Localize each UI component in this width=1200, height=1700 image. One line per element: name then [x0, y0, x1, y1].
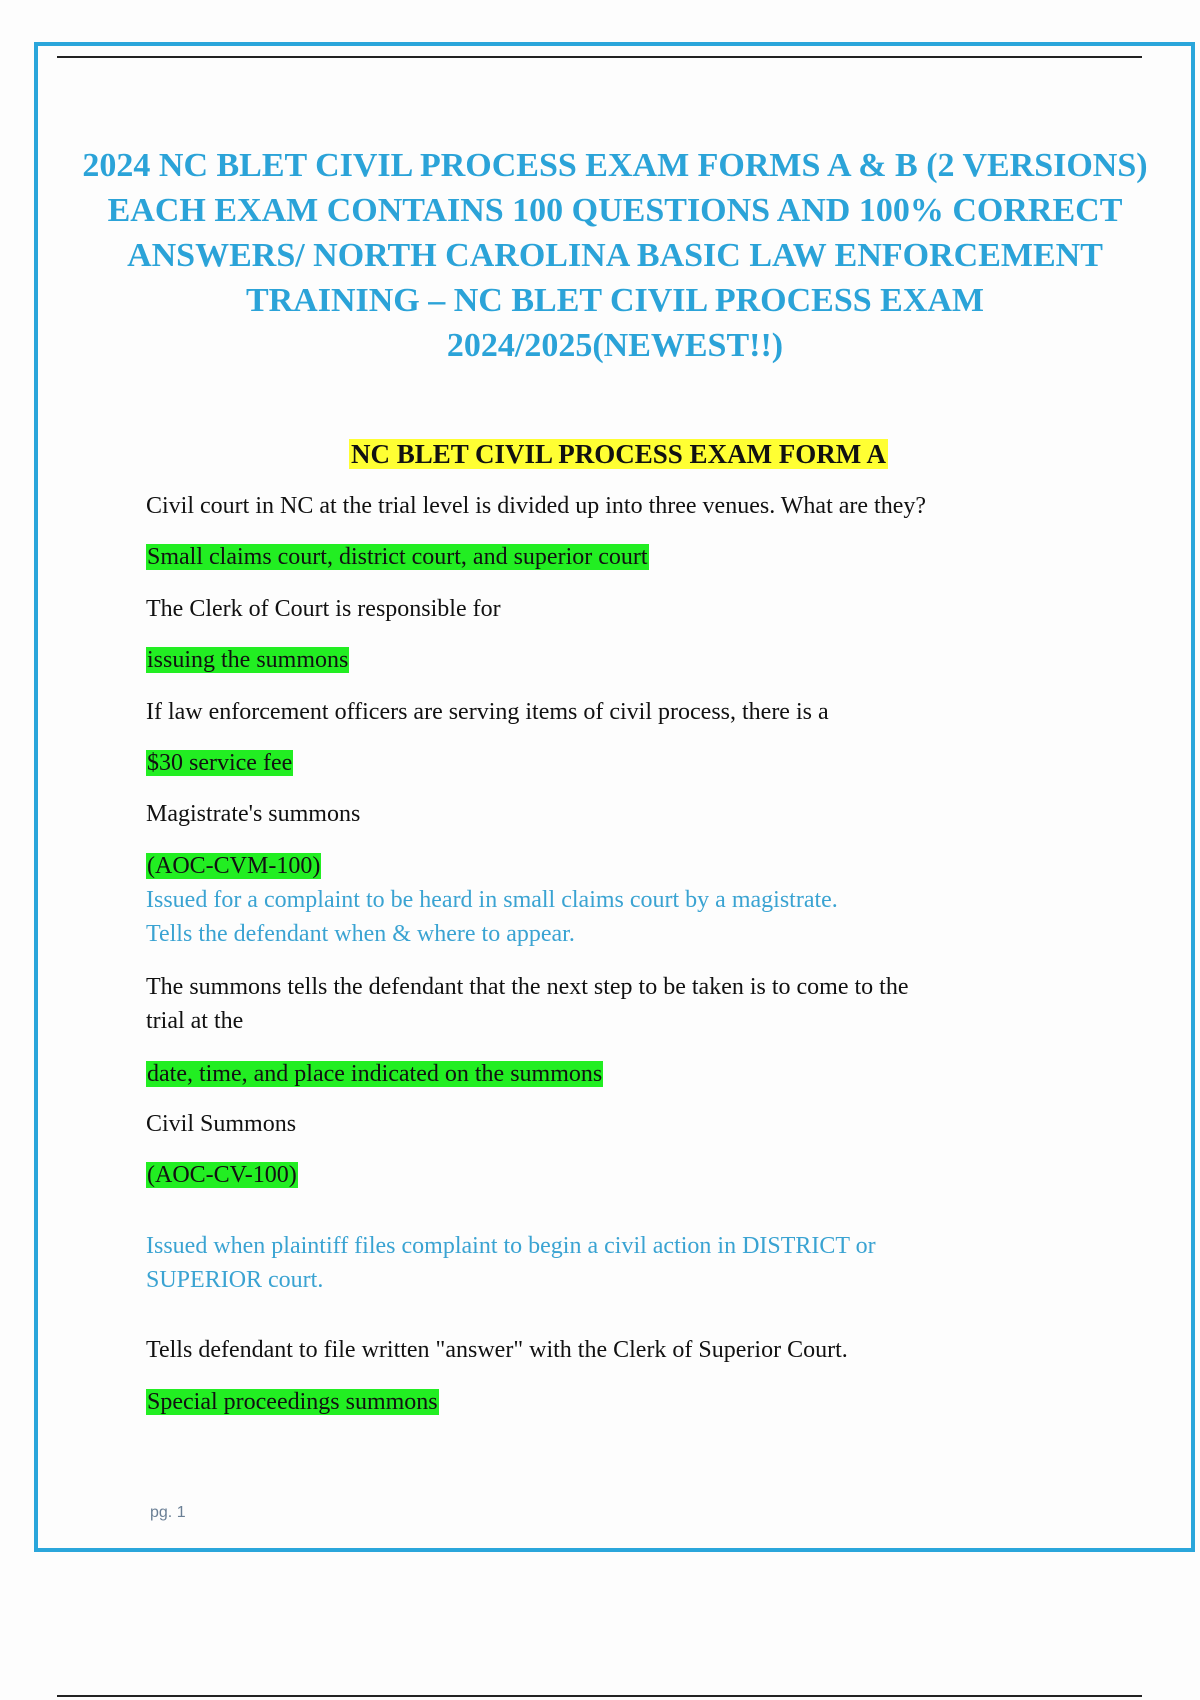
- question-6: Civil Summons: [146, 1111, 297, 1137]
- extra-6: Tells defendant to file written "answer" with the Clerk of Superior Court.: [146, 1337, 848, 1363]
- note-4-line-1: Issued for a complaint to be heard in small claims court by a magistrate.: [146, 887, 838, 913]
- answer-6-row: [146, 1158, 1076, 1192]
- page-number: pg. 1: [150, 1504, 186, 1521]
- note-6-line-2: SUPERIOR court.: [146, 1267, 324, 1293]
- answer-7: Special proceedings summons: [147, 1389, 438, 1415]
- answer-2-row: [146, 643, 1076, 677]
- note-4-line-2: Tells the defendant when & where to appear.: [146, 921, 575, 947]
- question-5-line-1: The summons tells the defendant that the next step to be taken is to come to the: [146, 974, 909, 1000]
- answer-4-row: [146, 849, 1076, 883]
- form-heading-container: [0, 436, 1200, 472]
- answer-7-row: [146, 1385, 1076, 1419]
- answer-5-row: [146, 1057, 1076, 1091]
- answer-5: date, time, and place indicated on the summons: [147, 1061, 603, 1087]
- note-6-line-1: Issued when plaintiff files complaint to begin a civil action in DISTRICT or: [146, 1233, 876, 1259]
- document-title: 2024 NC BLET CIVIL PROCESS EXAM FORMS A & B (2 VERSIONS) EACH EXAM CONTAINS 100 QUESTIONS AND 100% CORRECT ANSWERS/ NORTH CAROLINA BASIC LAW ENFORCEMENT TRAINING – NC BLET CIVIL PROCESS EXAM 2024/2025(NEWEST!!): [82, 147, 1148, 364]
- answer-3-row: [146, 746, 1076, 780]
- question-3: If law enforcement officers are serving items of civil process, there is a: [146, 699, 829, 725]
- question-4: Magistrate's summons: [146, 801, 361, 827]
- question-1: Civil court in NC at the trial level is divided up into three venues. What are they?: [146, 493, 927, 519]
- answer-4: (AOC-CVM-100): [147, 853, 321, 879]
- answer-6: (AOC-CV-100): [147, 1162, 297, 1188]
- question-2: The Clerk of Court is responsible for: [146, 596, 501, 622]
- answer-2: issuing the summons: [147, 647, 349, 673]
- answer-3: $30 service fee: [147, 750, 293, 776]
- answer-1-row: [146, 540, 1076, 574]
- answer-1: Small claims court, district court, and superior court: [147, 544, 648, 570]
- question-5-line-2: trial at the: [146, 1008, 244, 1034]
- bottom-rule: [57, 1695, 1142, 1697]
- form-heading: NC BLET CIVIL PROCESS EXAM FORM A: [350, 439, 887, 469]
